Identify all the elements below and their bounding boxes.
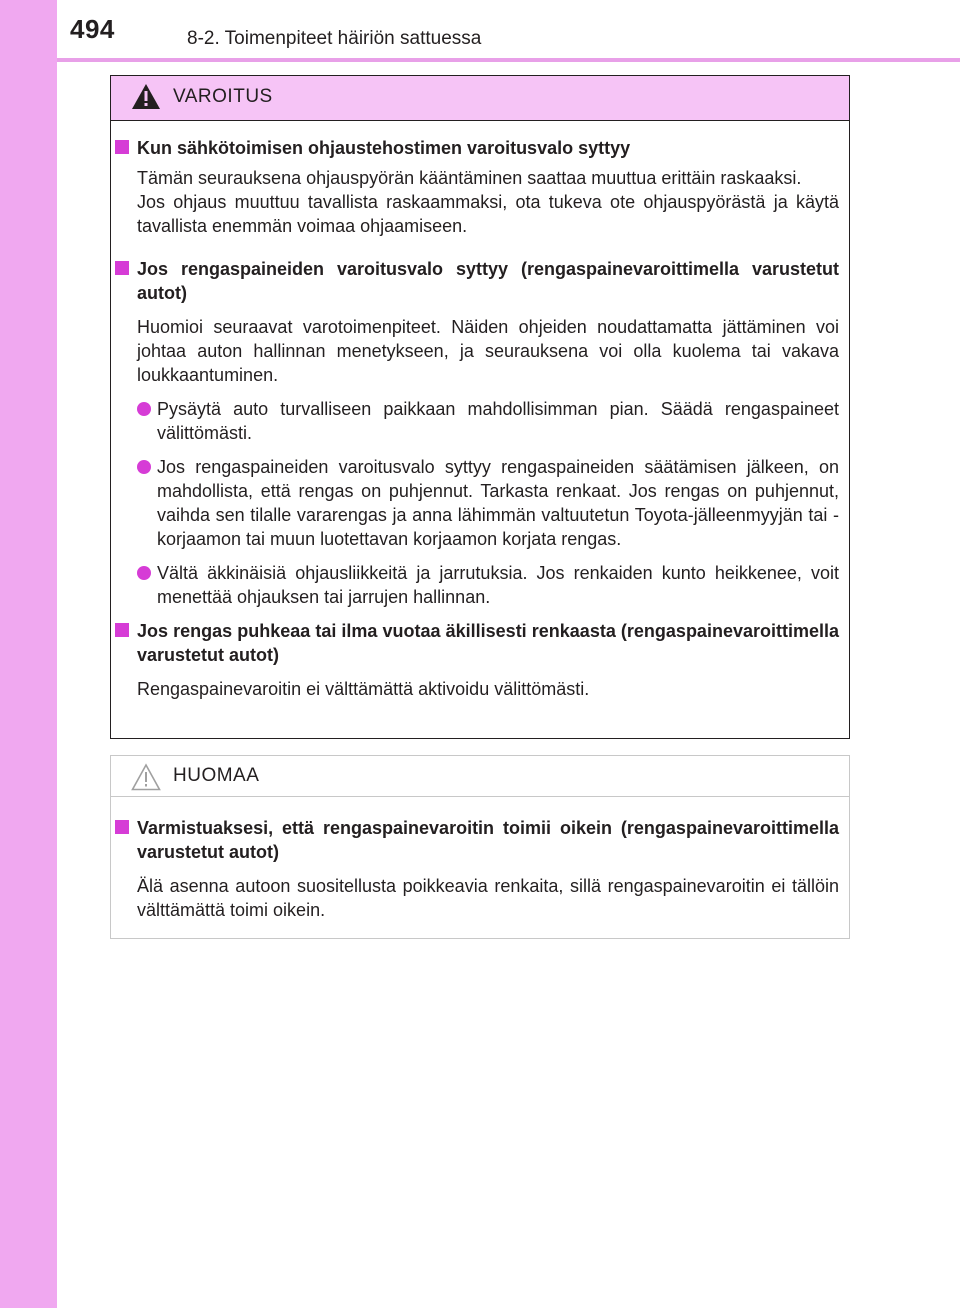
warning-item (127, 136, 839, 238)
page-number: 494 (70, 14, 115, 44)
item-paragraph: Älä asenna autoon suositellusta poikkeavia renkaita, sillä rengaspainevaroitin ei tällöin välttämättä toimi oikein. (137, 876, 839, 920)
item-paragraph: Huomioi seuraavat varotoimenpiteet. Näiden ohjeiden noudattamatta jättäminen voi johtaa auton hallinnan menetykseen, ja seurauksena voi olla kuolema tai vakava loukkaantuminen. (137, 317, 839, 385)
square-bullet-icon (115, 820, 129, 834)
round-bullet-icon (137, 566, 151, 580)
square-bullet-icon (115, 140, 129, 154)
round-bullet-icon (137, 402, 151, 416)
notice-header (111, 756, 849, 797)
item-paragraph: Jos ohjaus muuttuu tavallista raskaammaksi, ota tukeva ote ohjauspyörästä ja käytä tavallista enemmän voimaa ohjaamiseen. (137, 192, 839, 236)
list-item (137, 397, 839, 445)
notice-label: HUOMAA (173, 765, 260, 786)
caution-triangle-outline-icon (131, 763, 161, 791)
bullet-text: Jos rengaspaineiden varoitusvalo syttyy rengaspaineiden säätämisen jälkeen, on mahdollista, että rengas on puhjennut. Tarkasta renkaat. Jos rengas on puhjennut, vaihda sen tilalle vararengas ja anna lähimmän valtuutetun Toyota-jälleenmyyjän tai -korjaamon tai muun luotettavan korjaamon korjata rengas. (157, 457, 839, 549)
warning-body (111, 121, 849, 701)
bullet-text: Vältä äkkinäisiä ohjausliikkeitä ja jarrutuksia. Jos renkaiden kunto heikkenee, voit menettää ohjauksen tai jarrujen hallinnan. (157, 563, 839, 607)
item-paragraph: Rengaspainevaroitin ei välttämättä aktivoidu välittömästi. (137, 679, 590, 699)
list-item (137, 455, 839, 551)
round-bullet-icon (137, 460, 151, 474)
notice-box (110, 755, 850, 939)
warning-label: VAROITUS (173, 86, 273, 107)
item-title: Jos rengaspaineiden varoitusvalo syttyy (rengaspainevaroittimella varustetut autot) (137, 259, 839, 303)
warning-item (127, 257, 839, 609)
warning-box (110, 75, 850, 739)
square-bullet-icon (115, 261, 129, 275)
header-rule (57, 58, 960, 62)
warning-header (111, 76, 849, 121)
page-side-tab (0, 0, 57, 1308)
notice-body (111, 797, 849, 922)
item-title: Varmistuaksesi, että rengaspainevaroitin toimii oikein (rengaspainevaroittimella varustetut autot) (137, 818, 839, 862)
item-paragraph: Tämän seurauksena ohjauspyörän kääntäminen saattaa muuttua erittäin raskaaksi. (137, 168, 802, 188)
section-title: 8-2. Toimenpiteet häiriön sattuessa (187, 28, 482, 49)
list-item (137, 561, 839, 609)
bullet-text: Pysäytä auto turvalliseen paikkaan mahdollisimman pian. Säädä rengaspaineet välittömästi. (157, 399, 839, 443)
item-title: Kun sähkötoimisen ohjaustehostimen varoitusvalo syttyy (137, 138, 631, 158)
notice-item (127, 816, 839, 922)
warning-item (127, 619, 839, 701)
square-bullet-icon (115, 623, 129, 637)
item-title: Jos rengas puhkeaa tai ilma vuotaa äkillisesti renkaasta (rengaspainevaroittimella varustetut autot) (137, 621, 839, 665)
warning-triangle-icon (131, 83, 161, 110)
